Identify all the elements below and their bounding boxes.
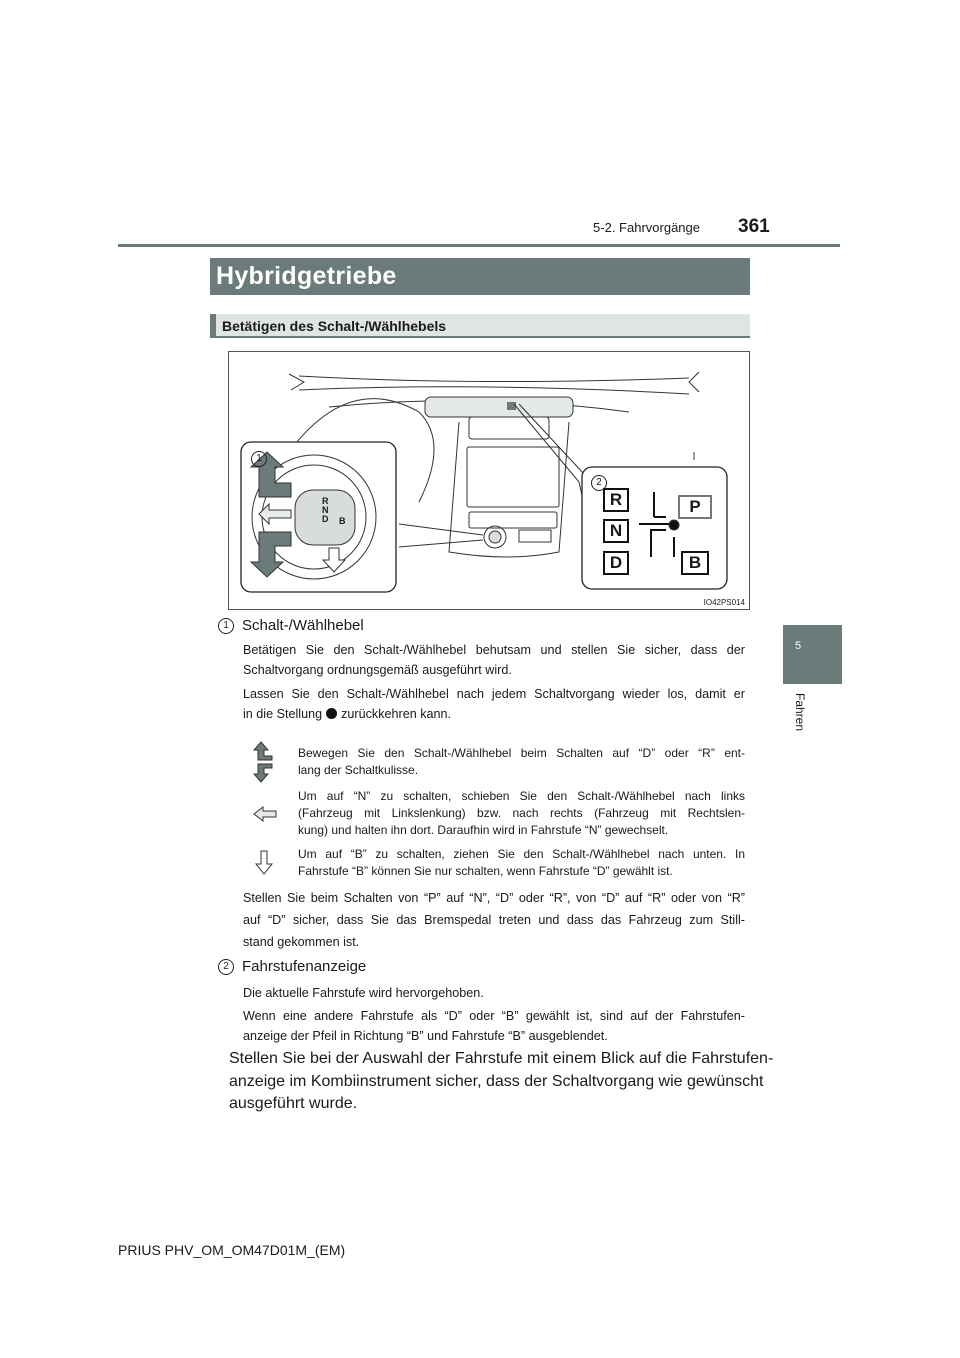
text-line: Schaltvorgang ordnungsgemäß ausgeführt wird. <box>243 662 512 677</box>
indicator-r: R <box>603 488 629 512</box>
indicator-p: P <box>678 495 712 519</box>
icon-text-2 <box>298 788 745 839</box>
down-arrow-icon <box>255 850 273 876</box>
text-line: ausgeführt wurde. <box>229 1095 358 1112</box>
text-fragment: zurückkehren kann. <box>341 706 452 721</box>
text-line: Stellen Sie bei der Auswahl der Fahrstufe mit einem Blick auf die Fahrstufen- <box>229 1050 774 1067</box>
item-2-number: 2 <box>218 959 234 975</box>
lever-label-b: B <box>339 516 346 526</box>
item-2-heading <box>218 958 518 978</box>
item-2-paragraph-2 <box>243 1007 745 1046</box>
callout-1: 1 <box>251 448 267 467</box>
indicator-n: N <box>603 519 629 543</box>
text-line: Die aktuelle Fahrstufe wird hervorgehoben. <box>243 986 484 1000</box>
text-line: Um auf “N” zu schalten, schieben Sie den Schalt-/Wählhebel nach links <box>298 789 745 803</box>
left-arrow-icon <box>252 806 278 822</box>
chapter-tab[interactable] <box>783 625 842 684</box>
item-1-paragraph-3 <box>243 887 745 953</box>
text-line: anzeige im Kombiinstrument sicher, dass der Schaltvorgang wie gewünscht <box>229 1072 764 1090</box>
lever-label-n: N <box>322 505 329 515</box>
page-title: Hybridgetriebe <box>210 258 750 295</box>
indicator-b: B <box>681 551 709 575</box>
text-line: Stellen Sie beim Schalten von “P” auf “N”, “D” oder “R”, von “D” auf “R” oder von “R” <box>243 891 745 905</box>
chapter-label: Fahren <box>793 693 807 732</box>
text-fragment: in die Stellung <box>243 706 323 721</box>
callout-2: 2 <box>591 472 607 491</box>
section-header: 5-2. Fahrvorgänge <box>593 220 700 235</box>
footer-doc-id: PRIUS PHV_OM_OM47D01M_(EM) <box>118 1242 346 1258</box>
chapter-number: 5 <box>795 640 802 652</box>
header-rule <box>118 244 840 247</box>
item-1-number: 1 <box>218 618 234 634</box>
lever-label-d: D <box>322 514 329 524</box>
shift-lever-figure <box>228 351 750 610</box>
up-down-arrow-icon <box>252 740 278 784</box>
item-2-label: Fahrstufenanzeige <box>242 958 367 975</box>
text-line: anzeige der Pfeil in Richtung “B” und Fahrstufe “B” ausgeblendet. <box>243 1028 608 1043</box>
text-line: Um auf “B” zu schalten, ziehen Sie den Schalt-/Wählhebel nach unten. In <box>298 847 745 861</box>
text-line <box>243 705 745 725</box>
text-line: auf “D” sicher, dass Sie das Bremspedal treten und dass das Fahrzeug zum Still- <box>243 913 745 927</box>
neutral-position-dot-icon <box>326 708 337 719</box>
text-line: Bewegen Sie den Schalt-/Wählhebel beim Schalten auf “D” oder “R” ent- <box>298 746 745 760</box>
closing-paragraph <box>229 1048 774 1116</box>
text-line: Fahrstufe “B” können Sie nur schalten, wenn Fahrstufe “D” gewählt ist. <box>298 864 673 878</box>
text-line: stand gekommen ist. <box>243 935 360 949</box>
text-line: kung) und halten ihn dort. Daraufhin wird in Fahrstufe “N” gewechselt. <box>298 823 669 837</box>
page-number: 361 <box>738 216 770 237</box>
item-1-heading <box>218 617 518 637</box>
text-line: (Fahrzeug mit Linkslenkung) bzw. nach rechts (Fahrzeug mit Rechtslen- <box>298 806 745 820</box>
dashboard-illustration <box>229 352 749 609</box>
text-line: lang der Schaltkulisse. <box>298 763 419 777</box>
lever-label-r: R <box>322 496 329 506</box>
subheading <box>210 314 750 338</box>
text-line: Wenn eine andere Fahrstufe als “D” oder “B” gewählt ist, sind auf der Fahrstufen- <box>243 1009 745 1023</box>
subheading-marker <box>210 314 216 338</box>
icon-text-3 <box>298 846 745 880</box>
item-2-paragraph-1 <box>243 984 745 1004</box>
item-1-paragraph-1 <box>243 641 745 680</box>
item-1-paragraph-2 <box>243 685 745 724</box>
subheading-text: Betätigen des Schalt-/Wählhebels <box>222 318 447 334</box>
lever-knob-labels <box>322 497 329 524</box>
figure-code: IO42PS014 <box>703 598 745 607</box>
text-line: Betätigen Sie den Schalt-/Wählhebel behutsam und stellen Sie sicher, dass der <box>243 643 745 657</box>
icon-text-1 <box>298 745 745 779</box>
indicator-d: D <box>603 551 629 575</box>
item-1-label: Schalt-/Wählhebel <box>242 617 364 634</box>
text-line: Lassen Sie den Schalt-/Wählhebel nach jedem Schaltvorgang wieder los, damit er <box>243 687 745 701</box>
